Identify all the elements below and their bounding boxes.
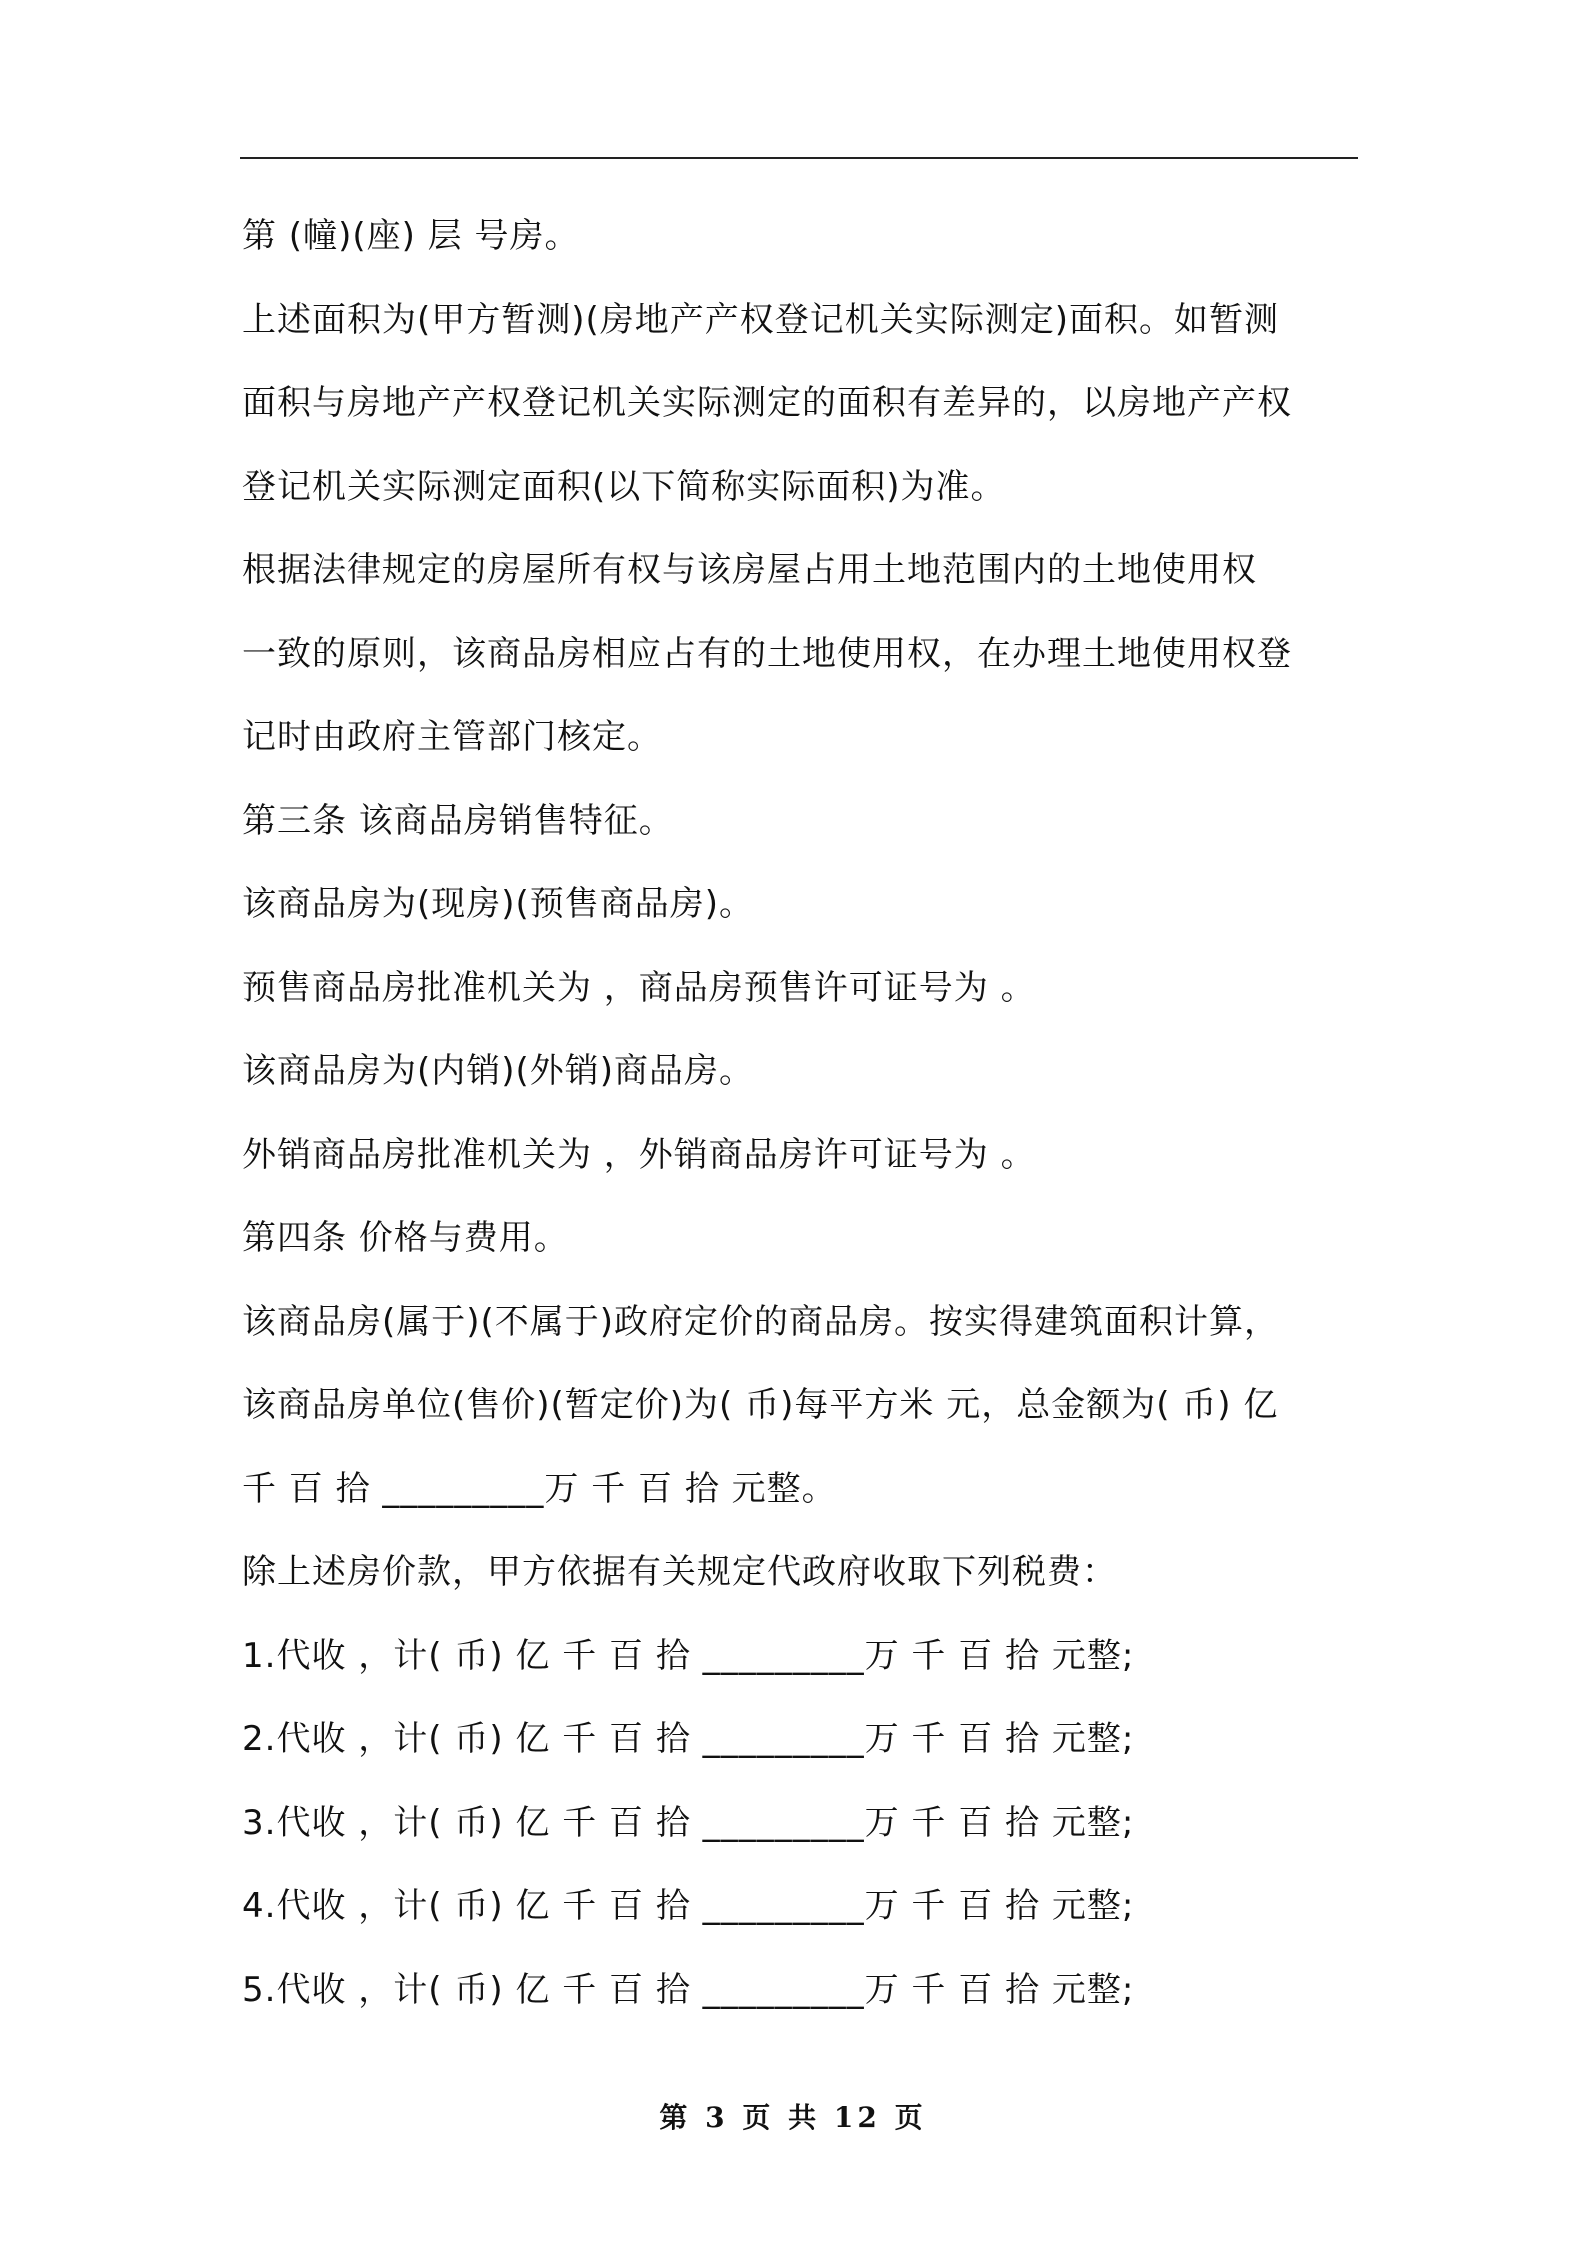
fee-item: 5.代收 ，计( 币) 亿 千 百 拾 _________万 千 百 拾 元整; — [242, 1969, 1135, 2010]
text-line: 根据法律规定的房屋所有权与该房屋占用土地范围内的土地使用权 — [242, 550, 1257, 590]
fee-item: 1.代收 ，计( 币) 亿 千 百 拾 _________万 千 百 拾 元整; — [242, 1635, 1135, 1676]
text-line: 该商品房(属于)(不属于)政府定价的商品房。按实得建筑面积计算， — [242, 1301, 1280, 1342]
text-line: 该商品房为(内销)(外销)商品房。 — [242, 1051, 755, 1091]
text-line: 上述面积为(甲方暂测)(房地产产权登记机关实际测定)面积。如暂测 — [242, 299, 1280, 340]
text-line: 除上述房价款，甲方依据有关规定代政府收取下列税费： — [242, 1552, 1117, 1592]
article-heading: 第四条 价格与费用。 — [242, 1218, 569, 1258]
fee-item: 4.代收 ，计( 币) 亿 千 百 拾 _________万 千 百 拾 元整; — [242, 1886, 1135, 1926]
text-line: 登记机关实际测定面积(以下简称实际面积)为准。 — [242, 466, 1006, 507]
text-line: 该商品房为(现房)(预售商品房)。 — [242, 884, 755, 924]
text-line: 千 百 拾 _________万 千 百 拾 元整。 — [242, 1468, 837, 1509]
fee-item: 3.代收 ，计( 币) 亿 千 百 拾 _________万 千 百 拾 元整; — [242, 1802, 1135, 1843]
article-heading: 第三条 该商品房销售特征。 — [242, 800, 674, 841]
text-line: 预售商品房批准机关为 ，商品房预售许可证号为 。 — [242, 967, 1036, 1008]
text-line: 记时由政府主管部门核定。 — [242, 717, 662, 757]
header-divider — [240, 157, 1358, 159]
text-line: 一致的原则，该商品房相应占有的土地使用权，在办理土地使用权登 — [242, 633, 1292, 674]
text-line: 面积与房地产产权登记机关实际测定的面积有差异的，以房地产产权 — [242, 383, 1292, 423]
fee-item: 2.代收 ，计( 币) 亿 千 百 拾 _________万 千 百 拾 元整; — [242, 1719, 1135, 1759]
text-line: 外销商品房批准机关为 ，外销商品房许可证号为 。 — [242, 1134, 1036, 1175]
text-line: 第 (幢)(座) 层 号房。 — [242, 216, 580, 256]
text-line: 该商品房单位(售价)(暂定价)为( 币)每平方米 元，总金额为( 币) 亿 — [242, 1385, 1279, 1425]
page-number: 第 3 页 共 12 页 — [659, 2101, 927, 2134]
document-body — [242, 195, 1362, 2032]
